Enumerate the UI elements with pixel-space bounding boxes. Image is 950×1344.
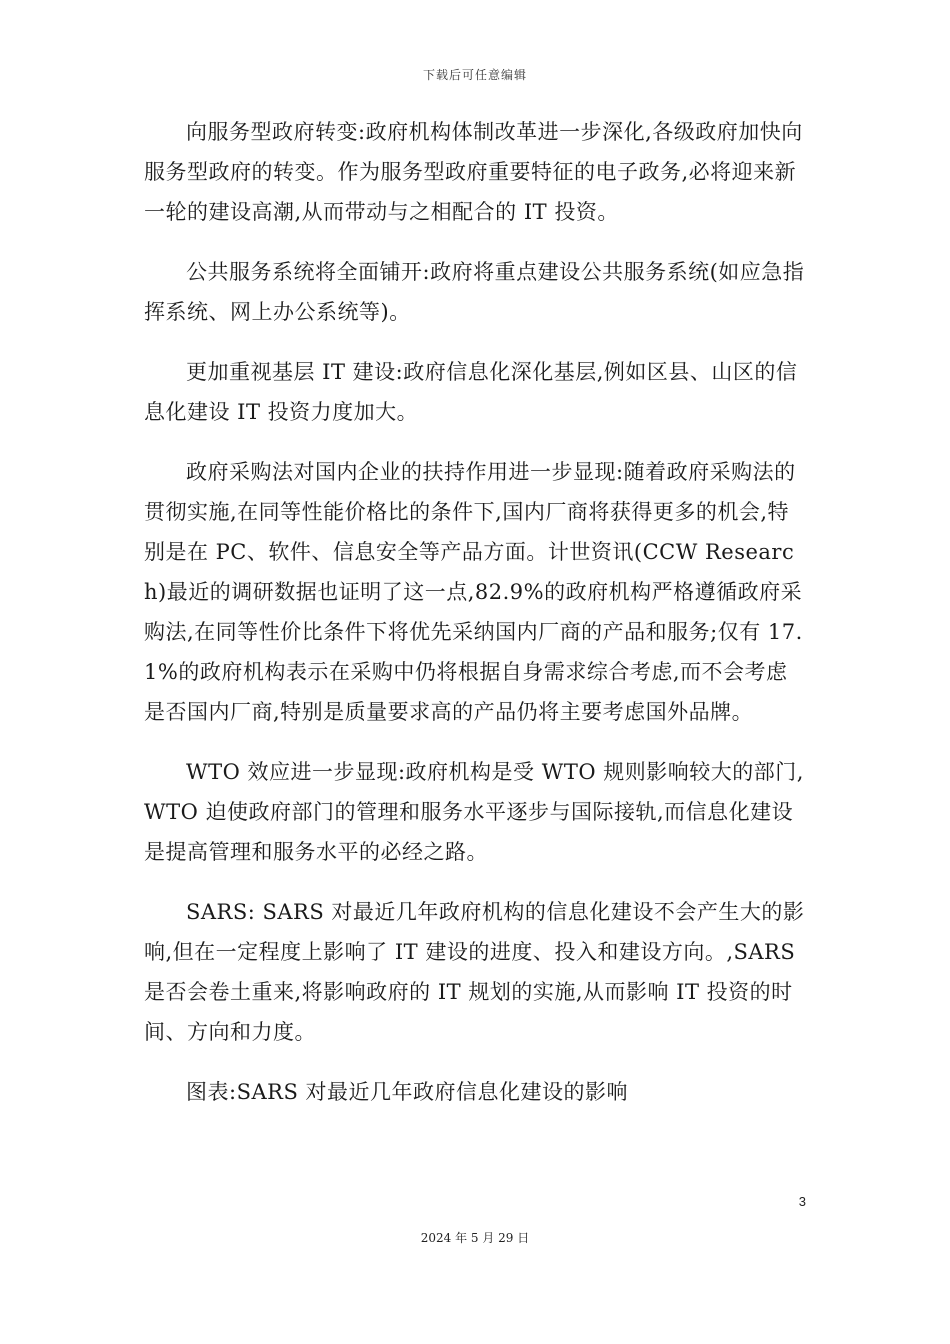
paragraph-wto-effect: WTO 效应进一步显现:政府机构是受 WTO 规则影响较大的部门,WTO 迫使政府部门的管理和服务水平逐步与国际接轨,而信息化建设是提高管理和服务水平的必经之路。 xyxy=(144,760,804,864)
paragraph-service-government: 向服务型政府转变:政府机构体制改革进一步深化,各级政府加快向服务型政府的转变。作为服务型政府重要特征的电子政务,必将迎来新一轮的建设高潮,从而带动与之相配合的 IT 投资。 xyxy=(144,120,803,224)
paragraph-grassroots-it: 更加重视基层 IT 建设:政府信息化深化基层,例如区县、山区的信息化建设 IT 投资力度加大。 xyxy=(144,360,798,424)
page-footer-date: 2024 年 5 月 29 日 xyxy=(420,1231,530,1245)
page-header: 下载后可任意编辑 xyxy=(422,68,527,82)
page-number: 3 xyxy=(798,1194,806,1209)
paragraph-sars: SARS: SARS 对最近几年政府机构的信息化建设不会产生大的影响,但在一定程度上影响了 IT 建设的进度、投入和建设方向。,SARS 是否会卷土重来,将影响政府的 IT 规划的实施,从而影响 IT 投资的时间、方向和力度。 xyxy=(144,900,805,1044)
paragraph-procurement-law: 政府采购法对国内企业的扶持作用进一步显现:随着政府采购法的贯彻实施,在同等性能价格比的条件下,国内厂商将获得更多的机会,特别是在 PC、软件、信息安全等产品方面。计世资讯(CCW Research)最近的调研数据也证明了这一点,82.9%的政府机构严格遵循政府采购法,在同等性价比条件下将优先采纳国内厂商的产品和服务;仅有 17.1%的政府机构表示在采购中仍将根据自身需求综合考虑,而不会考虑是否国内厂商,特别是质量要求高的产品仍将主要考虑国外品牌。 xyxy=(144,460,803,724)
figure-caption: 图表:SARS 对最近几年政府信息化建设的影响 xyxy=(186,1080,628,1104)
document-body xyxy=(144,112,808,1132)
paragraph-public-service-systems: 公共服务系统将全面铺开:政府将重点建设公共服务系统(如应急指挥系统、网上办公系统等)。 xyxy=(144,260,805,324)
